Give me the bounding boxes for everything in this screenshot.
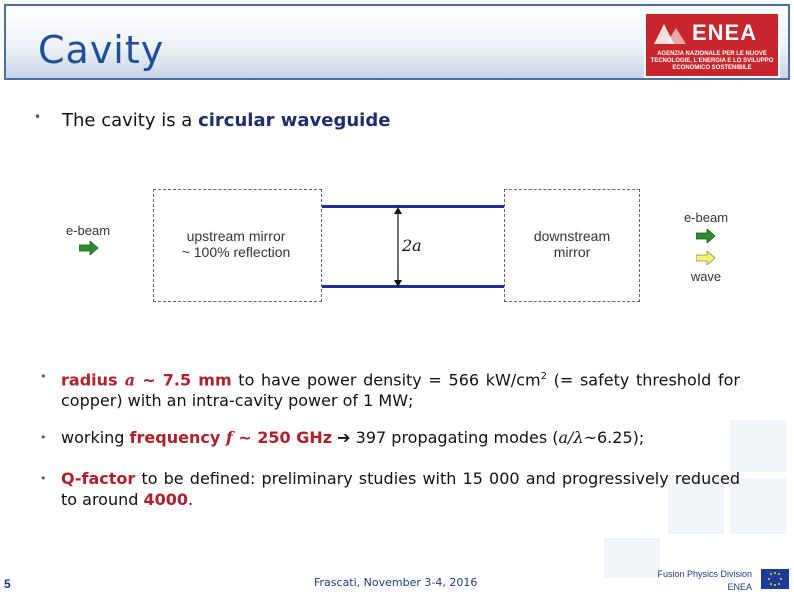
frequency-keyword: frequency — [129, 428, 226, 447]
bullet1-emphasis: circular waveguide — [198, 110, 391, 131]
bullet-dot-icon: • — [40, 370, 47, 383]
enea-logo — [644, 12, 780, 78]
radius-text: to have power density = 566 kW/cm — [231, 370, 541, 390]
waveguide-top-wall — [322, 205, 504, 208]
bullet-dot-icon: • — [40, 472, 47, 485]
bullet-radius — [40, 366, 740, 411]
radius-keyword: radius — [61, 370, 125, 390]
q-factor-text: to be defined: preliminary studies with 15 000 and progressively reduced to around — [61, 469, 740, 509]
downstream-mirror-label — [510, 228, 634, 260]
q-factor-value: 4000 — [143, 490, 189, 509]
slide-header — [4, 4, 790, 80]
bullet-dot-icon: • — [40, 431, 47, 444]
diameter-label: 2a — [402, 236, 422, 255]
eu-flag-icon — [761, 569, 789, 589]
ebeam-left-label: e-beam — [65, 223, 111, 238]
ebeam-left-arrow-icon — [79, 241, 99, 255]
frequency-ratio-value: ~6.25); — [583, 428, 645, 447]
radius-text-2: (= safety threshold for copper) with an intra-cavity power of 1 MW; — [61, 370, 741, 411]
page-number: 5 — [4, 577, 11, 591]
enea-logo-subtitle: AGENZIA NAZIONALE PER LE NUOVE TECNOLOGIE, L'ENERGIA E LO SVILUPPO ECONOMICO SOSTENIBILE — [650, 51, 774, 71]
enea-logo-text: ENEA — [692, 20, 758, 45]
frequency-symbol: f — [225, 428, 233, 447]
frequency-text: ➔ 397 propagating modes ( — [332, 428, 559, 447]
wave-label: wave — [690, 269, 722, 284]
footer-organization: ENEA — [727, 582, 752, 592]
downstream-mirror-line2: mirror — [553, 244, 591, 260]
enea-logo-mark-icon — [652, 22, 692, 46]
frequency-ratio: a/λ — [558, 428, 584, 447]
footer-event: Frascati, November 3-4, 2016 — [314, 576, 478, 589]
radius-superscript: 2 — [540, 371, 547, 382]
q-factor-end: . — [188, 490, 194, 509]
downstream-mirror-line1: downstream — [533, 228, 611, 244]
ebeam-right-label: e-beam — [683, 210, 729, 225]
radius-symbol: a — [124, 370, 136, 390]
bullet-q-factor — [40, 468, 740, 510]
bullet-dot-icon: • — [34, 110, 42, 124]
ebeam-right-arrow-icon — [696, 229, 716, 243]
slide-title: Cavity — [38, 28, 165, 72]
upstream-mirror-label — [160, 228, 312, 260]
bullet-circular-waveguide — [34, 110, 390, 131]
bullet1-text: The cavity is a — [62, 110, 199, 131]
bullet-frequency — [40, 427, 740, 448]
frequency-value: ~ 250 GHz — [232, 428, 333, 447]
wave-arrow-icon — [696, 251, 716, 265]
frequency-prefix: working — [61, 428, 130, 447]
upstream-mirror-line2: ~ 100% reflection — [181, 244, 291, 260]
waveguide-bottom-wall — [322, 285, 504, 288]
q-factor-keyword: Q-factor — [61, 469, 136, 488]
upstream-mirror-line1: upstream mirror — [186, 228, 286, 244]
decorative-square — [604, 538, 660, 578]
radius-value: ~ 7.5 mm — [135, 370, 232, 390]
footer-division: Fusion Physics Division — [657, 569, 752, 579]
